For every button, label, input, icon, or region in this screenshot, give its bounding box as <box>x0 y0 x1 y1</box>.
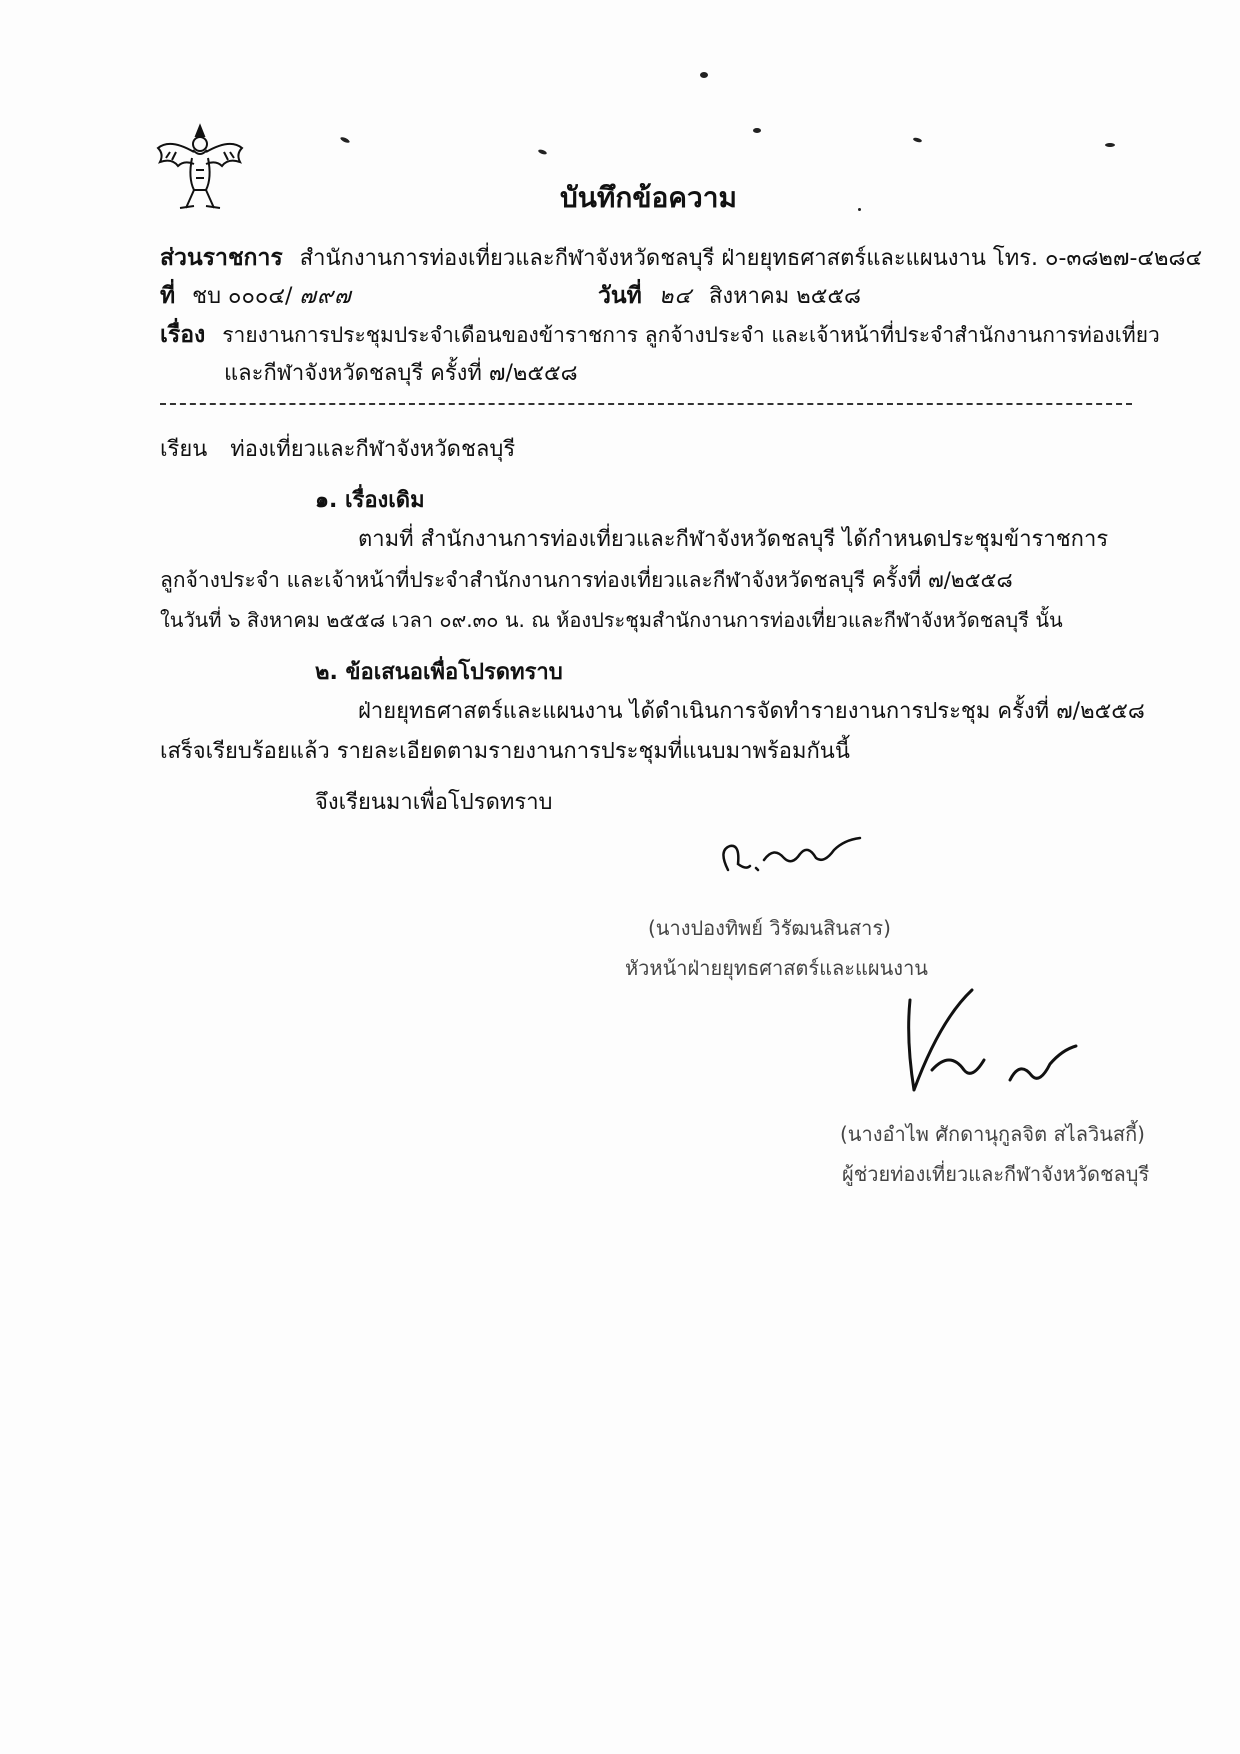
to-row <box>160 435 515 465</box>
section-1-heading: ๑. เรื่องเดิม <box>315 488 425 513</box>
signature-1-name: (นางปองทิพย์ วิรัฒนสินสาร) <box>648 916 891 940</box>
date-rest: สิงหาคม ๒๕๕๘ <box>708 284 861 309</box>
date-day-handwritten: ๒๔ <box>658 284 692 309</box>
subject-line-1: รายงานการประชุมประจำเดือนของข้าราชการ ลูกจ้างประจำ และเจ้าหน้าที่ประจำสำนักงานการท่องเที่ยว <box>222 323 1160 347</box>
agency-value: สำนักงานการท่องเที่ยวและกีฬาจังหวัดชลบุรี ฝ่ายยุทธศาสตร์และแผนงาน โทร. ๐-๓๘๒๗-๔๒๘๔ <box>299 246 1203 271</box>
section-1-line-2: ลูกจ้างประจำ และเจ้าหน้าที่ประจำสำนักงานการท่องเที่ยวและกีฬาจังหวัดชลบุรี ครั้งที่ ๗/๒๕๕๘ <box>160 568 1013 592</box>
reference-label: ที่ <box>160 283 176 309</box>
subject-row <box>160 317 1160 353</box>
section-2-heading: ๒. ข้อเสนอเพื่อโปรดทราบ <box>315 660 563 685</box>
signature-2-position: ผู้ช่วยท่องเที่ยวและกีฬาจังหวัดชลบุรี <box>842 1162 1150 1186</box>
signature-2-name: (นางอำไพ ศักดานุกูลจิต สไลวินสกี้) <box>840 1122 1145 1146</box>
date-row <box>598 278 861 314</box>
reference-row <box>160 278 352 314</box>
section-1-line-1: ตามที่ สำนักงานการท่องเที่ยวและกีฬาจังหวัดชลบุรี ได้กำหนดประชุมข้าราชการ <box>358 527 1109 552</box>
memo-title: บันทึกข้อความ <box>560 181 737 214</box>
subject-line-2: และกีฬาจังหวัดชลบุรี ครั้งที่ ๗/๒๕๕๘ <box>224 361 578 386</box>
reference-value: ชบ ๐๐๐๔/ <box>192 284 293 309</box>
closing-text: จึงเรียนมาเพื่อโปรดทราบ <box>315 790 553 815</box>
reference-handwritten: ๗๙๗ <box>299 284 352 309</box>
agency-row <box>160 240 1202 276</box>
to-label: เรียน <box>160 437 208 462</box>
section-1-line-3: ในวันที่ ๖ สิงหาคม ๒๕๕๘ เวลา ๐๙.๓๐ น. ณ ห้องประชุมสำนักงานการท่องเที่ยวและกีฬาจังหวัดชลบุรี นั้น <box>160 608 1063 632</box>
section-2-line-2: เสร็จเรียบร้อยแล้ว รายละเอียดตามรายงานการประชุมที่แนบมาพร้อมกันนี้ <box>160 739 850 764</box>
to-value: ท่องเที่ยวและกีฬาจังหวัดชลบุรี <box>230 437 516 462</box>
scan-speck <box>913 137 923 143</box>
scan-speck <box>1105 143 1115 147</box>
scan-speck <box>858 208 861 211</box>
signature-1-mark <box>700 830 870 880</box>
scan-speck <box>538 149 548 156</box>
signature-2-mark <box>880 980 1100 1100</box>
scan-speck <box>700 72 708 78</box>
subject-label: เรื่อง <box>160 322 206 348</box>
agency-label: ส่วนราชการ <box>160 245 283 271</box>
signature-1-position: หัวหน้าฝ่ายยุทธศาสตร์และแผนงาน <box>625 956 928 980</box>
date-label: วันที่ <box>598 283 642 309</box>
header-divider <box>160 403 1132 405</box>
scan-speck <box>753 128 761 133</box>
section-2-line-1: ฝ่ายยุทธศาสตร์และแผนงาน ได้ดำเนินการจัดทำรายงานการประชุม ครั้งที่ ๗/๒๕๕๘ <box>358 699 1145 724</box>
garuda-emblem <box>150 118 250 218</box>
scan-speck <box>340 136 351 144</box>
